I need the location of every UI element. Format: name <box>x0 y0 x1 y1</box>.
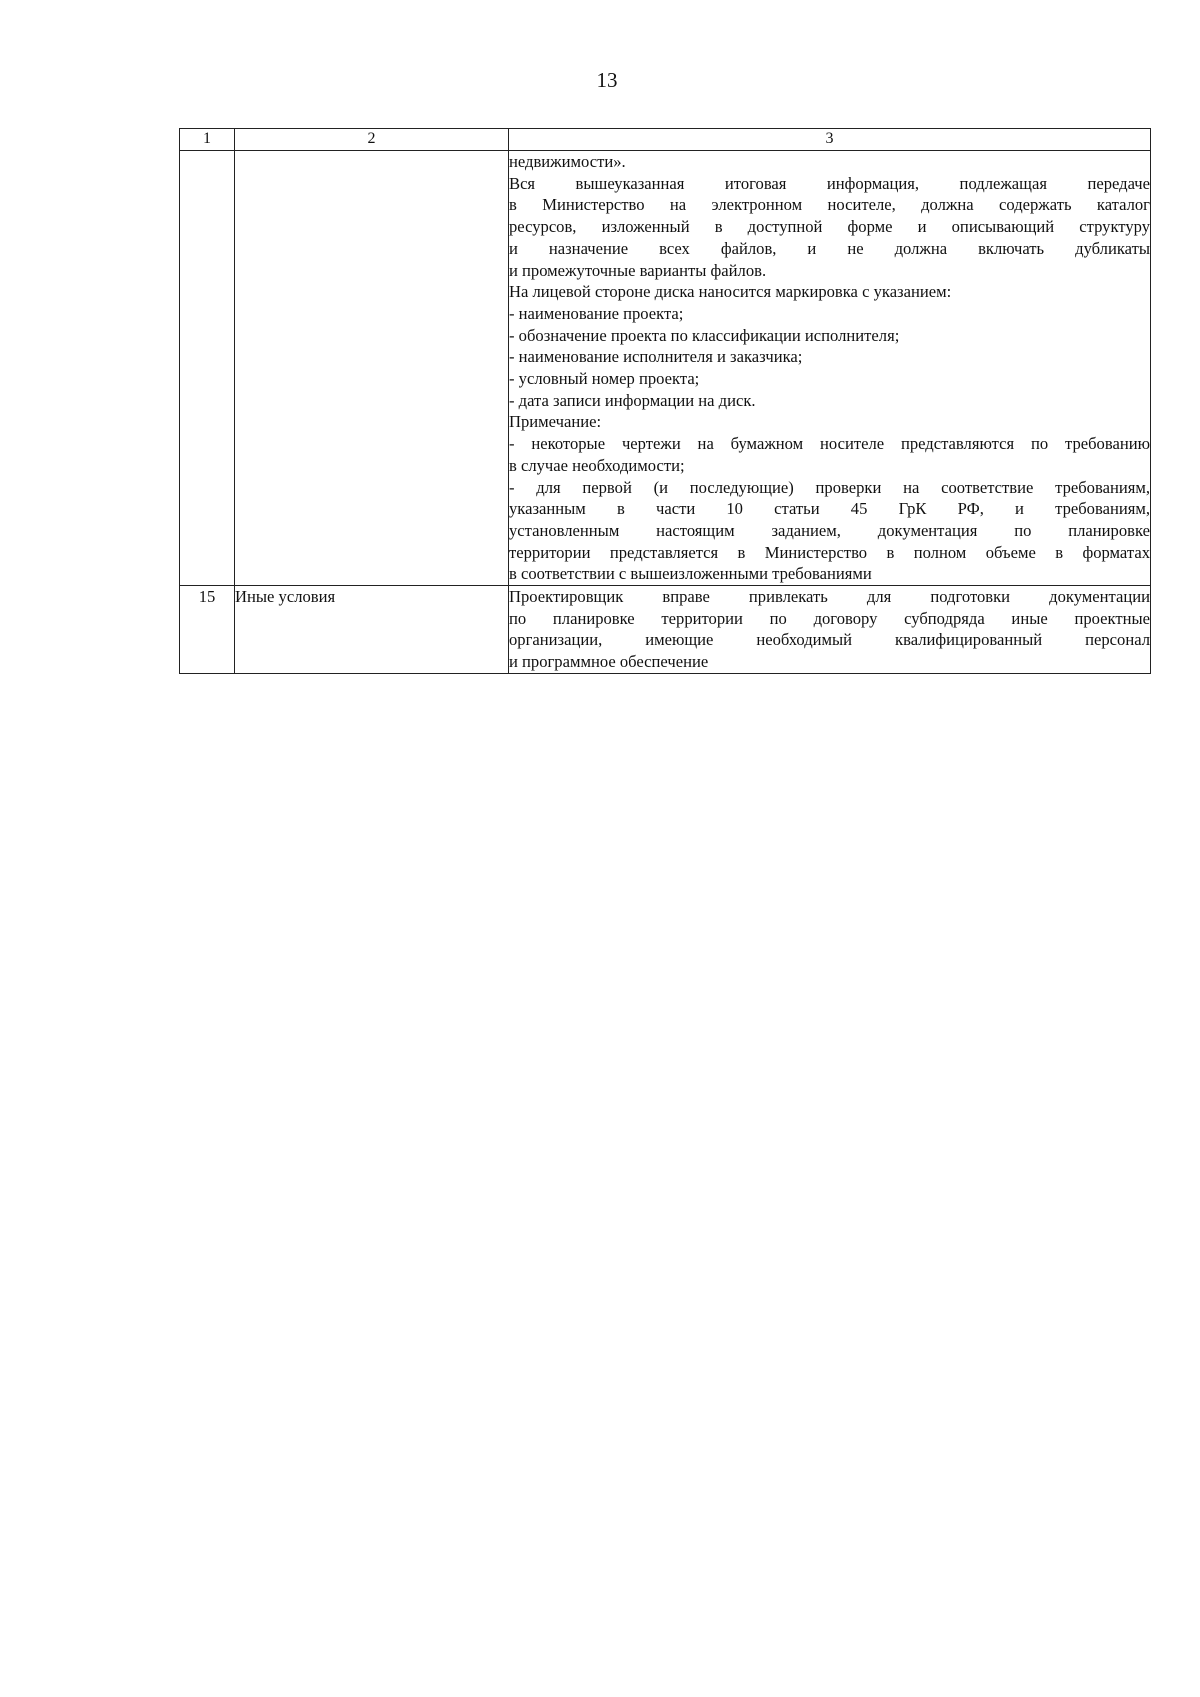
text-line: в соответствии с вышеизложенными требованиями <box>509 564 872 584</box>
column-header-name: 2 <box>235 129 509 151</box>
row-number-cell <box>180 151 235 586</box>
text-line: Проектировщик вправе привлекать для подготовки документации <box>509 587 1150 607</box>
text-line: и промежуточные варианты файлов. <box>509 260 767 280</box>
text-line: недвижимости». <box>509 152 626 171</box>
text-line: в Министерство на электронном носителе, должна содержать каталог <box>509 195 1150 215</box>
row-name-cell <box>235 151 509 586</box>
table-header-row <box>180 129 1151 151</box>
text-line: - для первой (и последующие) проверки на соответствие требованиям, <box>509 477 1150 497</box>
text-line: Примечание: <box>509 412 602 432</box>
text-line: - условный номер проекта; <box>509 369 700 389</box>
column-header-number: 1 <box>180 129 235 151</box>
text-line: - дата записи информации на диск. <box>509 390 756 410</box>
text-line: Вся вышеуказанная итоговая информация, подлежащая передаче <box>509 173 1150 193</box>
table-row <box>180 586 1151 674</box>
row-text-cell <box>509 586 1151 674</box>
text-line: и назначение всех файлов, и не должна включать дубликаты <box>509 238 1150 258</box>
text-line: ресурсов, изложенный в доступной форме и описывающий структуру <box>509 217 1150 237</box>
text-line: и программное обеспечение <box>509 652 709 672</box>
row-text-cell <box>509 151 1151 586</box>
text-line: - некоторые чертежи на бумажном носителе представляются по требованию <box>509 434 1150 454</box>
text-line: по планировке территории по договору субподряда иные проектные <box>509 608 1150 628</box>
page-number: 13 <box>596 68 618 92</box>
text-line: установленным настоящим заданием, документация по планировке <box>509 520 1150 540</box>
requirements-table <box>179 128 1151 674</box>
text-line: На лицевой стороне диска наносится маркировка с указанием: <box>509 282 952 302</box>
text-line: - обозначение проекта по классификации исполнителя; <box>509 325 900 345</box>
text-line: - наименование исполнителя и заказчика; <box>509 347 803 367</box>
table-row <box>180 151 1151 586</box>
column-header-text: 3 <box>509 129 1151 151</box>
row-number-cell: 15 <box>180 586 235 674</box>
row-name-cell: Иные условия <box>235 586 509 674</box>
text-line: - наименование проекта; <box>509 303 684 323</box>
text-line: территории представляется в Министерство в полном объеме в форматах <box>509 542 1150 562</box>
text-line: указанным в части 10 статьи 45 ГрК РФ, и требованиям, <box>509 499 1150 519</box>
text-line: в случае необходимости; <box>509 455 685 475</box>
text-line: организации, имеющие необходимый квалифицированный персонал <box>509 630 1150 650</box>
